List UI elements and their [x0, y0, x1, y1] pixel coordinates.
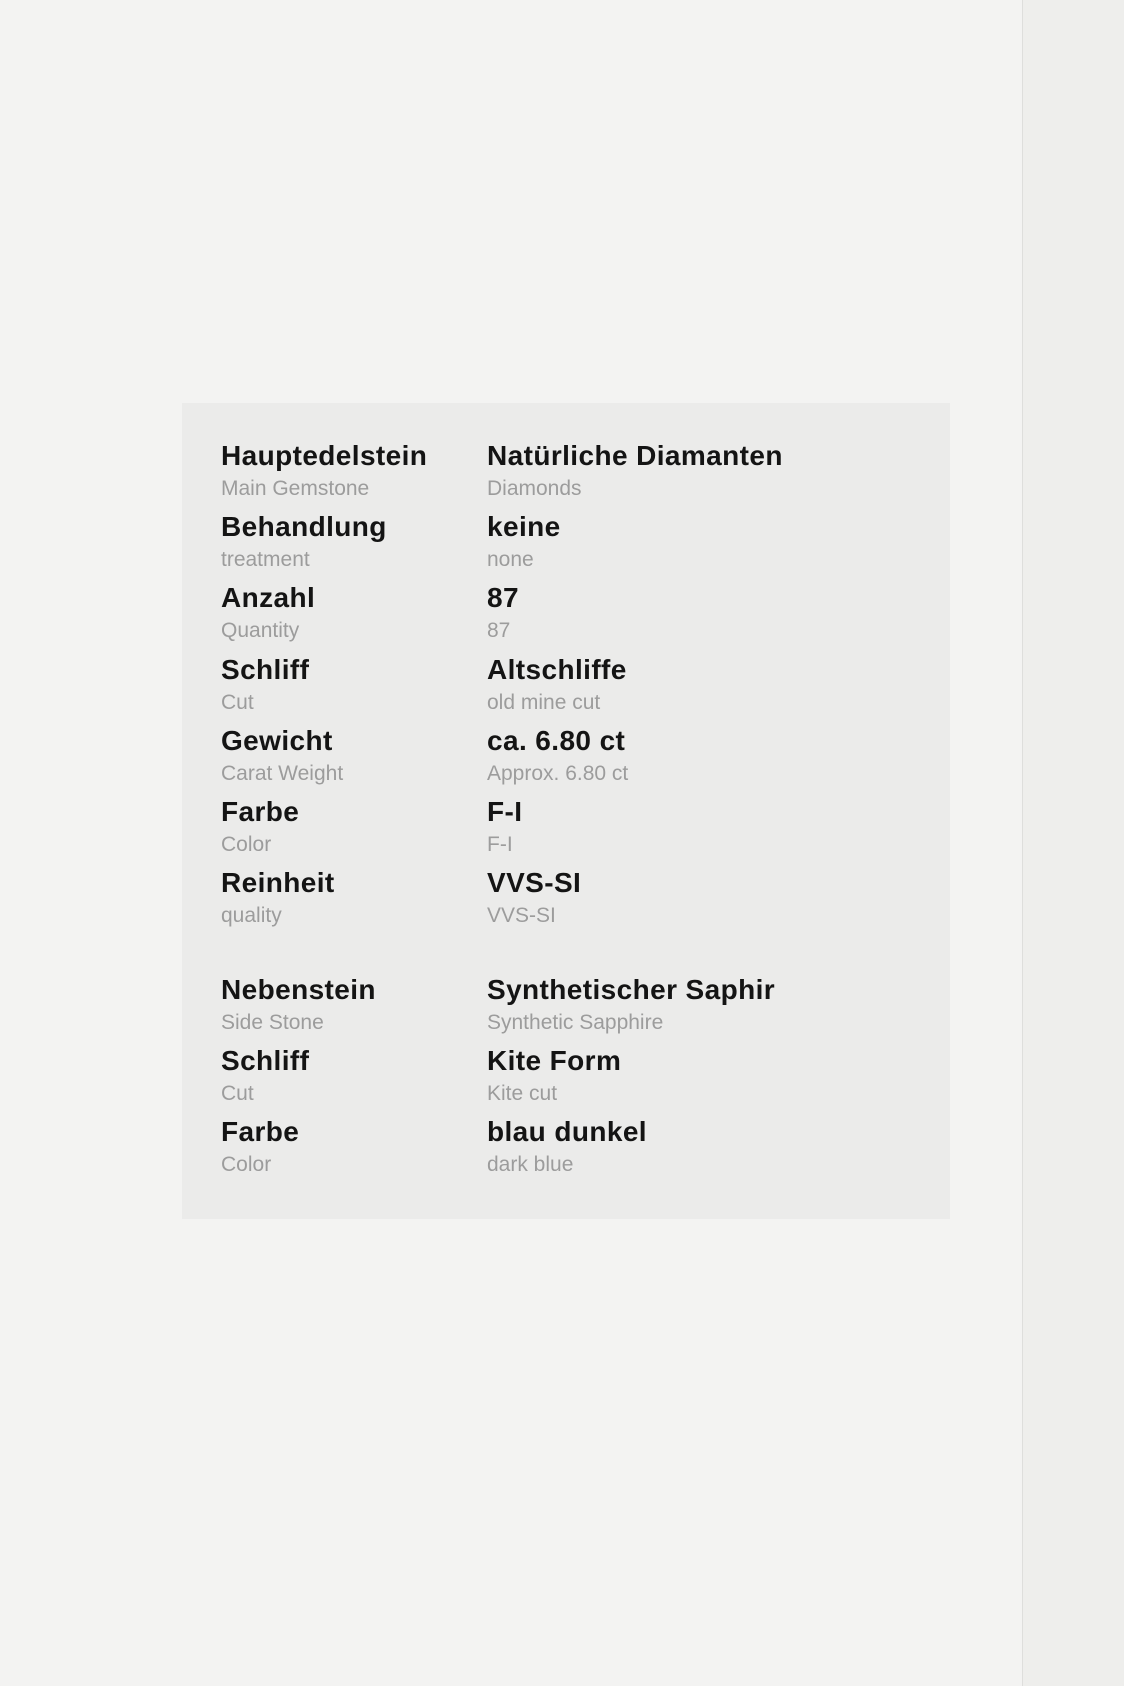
spec-label — [221, 1116, 487, 1187]
value-de: Natürliche Diamanten — [487, 440, 783, 471]
spec-value — [487, 1045, 907, 1116]
value-en: Synthetic Sapphire — [487, 1011, 664, 1034]
value-en: 87 — [487, 619, 511, 643]
spec-value — [487, 582, 907, 653]
value-de: VVS-SI — [487, 867, 582, 899]
label-de: Gewicht — [221, 724, 333, 756]
spec-row-quantity — [221, 582, 921, 653]
spec-row-carat-weight — [221, 725, 921, 796]
label-de: Schliff — [221, 653, 310, 685]
spec-row-side-stone — [221, 974, 921, 1045]
spec-panel — [182, 403, 950, 1219]
value-de: Kite Form — [487, 1045, 622, 1077]
label-de: Behandlung — [221, 511, 387, 543]
label-en: Quantity — [221, 619, 300, 643]
spec-value — [487, 1116, 907, 1187]
label-en: treatment — [221, 548, 310, 572]
label-de: Farbe — [221, 1116, 300, 1148]
label-en: Color — [221, 1153, 272, 1177]
spec-label — [221, 1045, 487, 1116]
label-en: Cut — [221, 690, 254, 714]
spec-row-treatment — [221, 511, 921, 582]
value-en: Kite cut — [487, 1082, 558, 1106]
value-en: F-I — [487, 832, 513, 856]
spec-row-main-gemstone — [221, 440, 921, 511]
value-de: blau dunkel — [487, 1116, 647, 1148]
spec-value — [487, 511, 907, 582]
label-de: Anzahl — [221, 582, 316, 614]
spec-value — [487, 725, 907, 796]
label-en: Cut — [221, 1082, 254, 1106]
label-de: Schliff — [221, 1045, 310, 1077]
spec-label — [221, 796, 487, 867]
spec-label — [221, 654, 487, 725]
spec-row-side-color — [221, 1116, 921, 1187]
value-en: old mine cut — [487, 690, 601, 714]
label-de: Hauptedelstein — [221, 440, 428, 471]
spec-row-side-cut — [221, 1045, 921, 1116]
label-en: Side Stone — [221, 1011, 324, 1034]
spec-label — [221, 725, 487, 796]
spec-label — [221, 440, 487, 511]
value-en: VVS-SI — [487, 904, 556, 928]
value-de: Synthetischer Saphir — [487, 974, 776, 1005]
value-en: dark blue — [487, 1153, 574, 1177]
value-de: 87 — [487, 582, 519, 614]
spec-row-color — [221, 796, 921, 867]
value-de: ca. 6.80 ct — [487, 724, 626, 756]
value-de: F-I — [487, 795, 523, 827]
label-en: Carat Weight — [221, 761, 344, 785]
spec-value — [487, 654, 907, 725]
spec-label — [221, 511, 487, 582]
label-de: Nebenstein — [221, 974, 376, 1005]
value-de: Altschliffe — [487, 653, 627, 685]
spec-row-quality — [221, 867, 921, 938]
value-en: Diamonds — [487, 477, 582, 500]
label-de: Farbe — [221, 795, 300, 827]
value-en: none — [487, 548, 534, 572]
spec-row-cut — [221, 654, 921, 725]
value-de: keine — [487, 511, 561, 543]
main-stone-section — [221, 440, 921, 938]
value-en: Approx. 6.80 ct — [487, 761, 629, 785]
side-stone-section — [221, 974, 921, 1188]
label-en: Main Gemstone — [221, 477, 370, 500]
spec-value — [487, 440, 907, 511]
page-edge — [1022, 0, 1124, 1686]
label-en: quality — [221, 904, 282, 928]
spec-label — [221, 974, 487, 1045]
spec-value — [487, 974, 907, 1045]
label-de: Reinheit — [221, 867, 335, 899]
spec-value — [487, 867, 907, 938]
spec-label — [221, 582, 487, 653]
spec-label — [221, 867, 487, 938]
spec-value — [487, 796, 907, 867]
label-en: Color — [221, 832, 272, 856]
